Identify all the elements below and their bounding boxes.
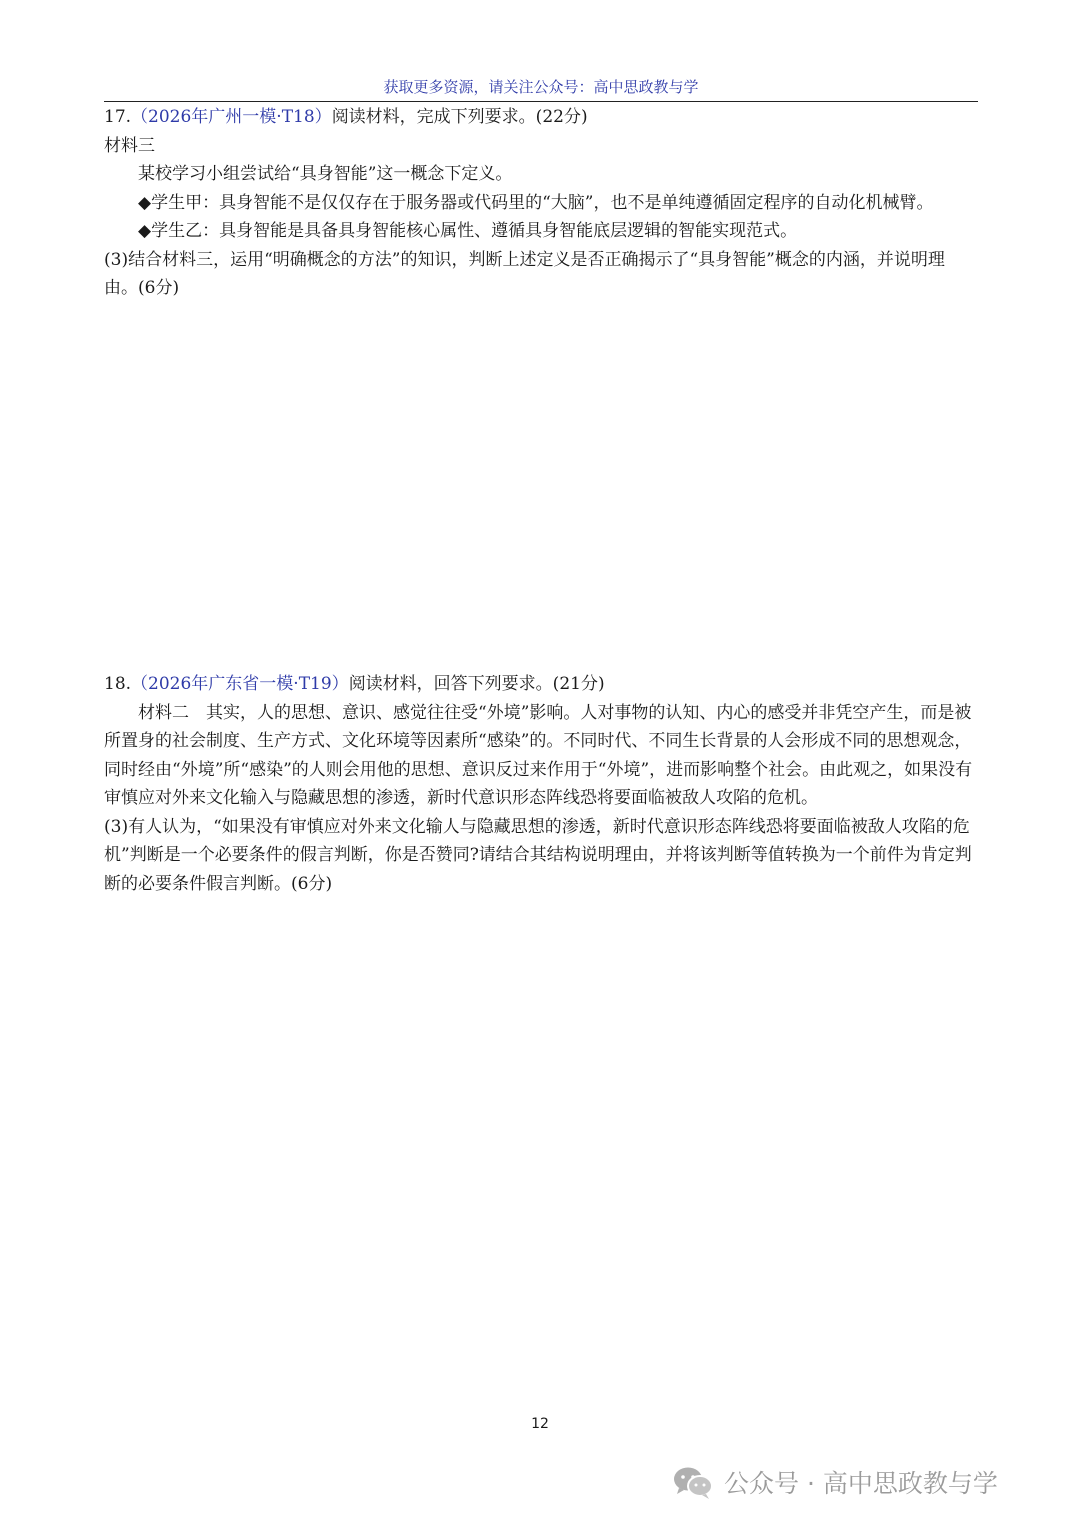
watermark	[672, 1462, 998, 1502]
question-prompt: (3)有人认为，“如果没有审慎应对外来文化输人与隐藏思想的渗透，新时代意识形态阵线恐将要面临被敌人攻陷的危机”判断是一个必要条件的假言判断，你是否赞同?请结合其结构说明理由，并将该判断等值转换为一个前件为肯定判断的必要条件假言判断。(6分)	[104, 816, 972, 894]
question-number: 17.	[104, 107, 132, 127]
material-label: 材料三	[104, 135, 155, 156]
material-paragraph: 某校学习小组尝试给“具身智能”这一概念下定义。	[138, 164, 513, 184]
material-paragraph: 材料二 其实，人的思想、意识、感觉往往受“外境”影响。人对事物的认知、内心的感受并非凭空产生，而是被所置身的社会制度、生产方式、文化环境等因素所“感染”的。不同时代、不同生长背景的人会形成不同的思想观念，同时经由“外境”所“感染”的人则会用他的思想、意识反过来作用于“外境”，进而影响整个社会。由此观之，如果没有审慎应对外来文化输入与隐藏思想的渗透，新时代意识形态阵线恐将要面临被敌人攻陷的危机。	[104, 702, 973, 808]
page-header: 获取更多资源，请关注公众号：高中思政教与学	[104, 76, 978, 102]
page-number: 12	[531, 1416, 549, 1432]
question-18	[104, 670, 978, 898]
material-paragraph: ◆学生乙：具身智能是具备具身智能核心属性、遵循具身智能底层逻辑的智能实现范式。	[138, 221, 798, 241]
question-17	[104, 103, 978, 303]
material-paragraph: ◆学生甲：具身智能不是仅仅存在于服务器或代码里的“大脑”，也不是单纯遵循固定程序的自动化机械臂。	[138, 192, 934, 213]
question-number: 18.	[104, 674, 132, 694]
question-intro: 阅读材料，回答下列要求。(21分)	[348, 674, 605, 694]
question-17-title	[104, 103, 978, 132]
wechat-icon	[672, 1464, 714, 1500]
watermark-text: 公众号 · 高中思政教与学	[724, 1469, 998, 1498]
question-intro: 阅读材料，完成下列要求。(22分)	[331, 107, 588, 127]
question-source: （2026年广州一模·T18）	[131, 107, 332, 127]
question-prompt: (3)结合材料三，运用“明确概念的方法”的知识，判断上述定义是否正确揭示了“具身智能”概念的内涵，并说明理由。(6分)	[104, 249, 945, 298]
question-source: （2026年广东省一模·T19）	[131, 674, 349, 694]
question-18-title	[104, 670, 978, 699]
